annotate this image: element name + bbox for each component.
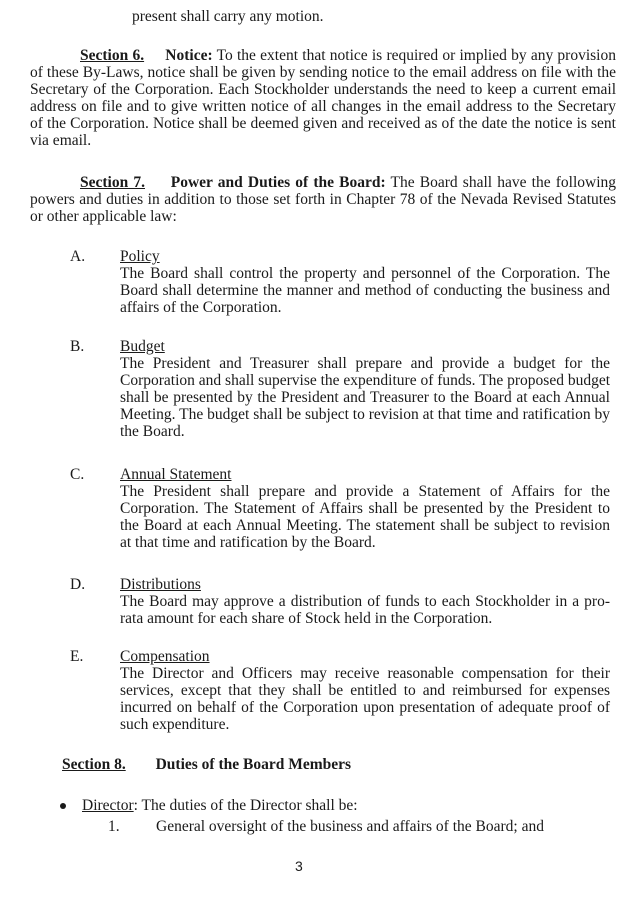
item-budget bbox=[70, 338, 610, 440]
item-letter: E. bbox=[70, 648, 84, 665]
section-6 bbox=[30, 47, 616, 149]
item-text: The Board may approve a distribution of funds to each Stockholder in a pro-rata amount for each share of Stock held in the Corporation. bbox=[120, 593, 610, 627]
item-heading: Policy bbox=[120, 248, 160, 265]
duty-number: 1. bbox=[108, 818, 120, 835]
section-6-text: To the extent that notice is required or implied by any provision of these By-Laws, notice shall be given by sending notice to the email address on file with the Secretary of the Corporation. Each Stockholder understands the need to keep a current email address on file and to give written notice of all changes in the email address to the Secretary of the Corporation. Notice shall be deemed given and received as of the date the notice is sent via email. bbox=[30, 47, 616, 149]
item-letter: D. bbox=[70, 576, 86, 593]
item-policy bbox=[70, 248, 610, 316]
item-heading: Annual Statement bbox=[120, 466, 232, 483]
item-letter: A. bbox=[70, 248, 86, 265]
item-text: The President and Treasurer shall prepare and provide a budget for the Corporation and shall supervise the expenditure of funds. The proposed budget shall be presented by the President and Treasurer to the Board at each Annual Meeting. The budget shall be subject to revision at that time and ratification by the Board. bbox=[120, 355, 611, 440]
page-number: 3 bbox=[295, 858, 303, 874]
item-letter: C. bbox=[70, 466, 85, 483]
item-annual-statement bbox=[70, 466, 610, 551]
section-7-text: The Board shall have the following powers and duties in addition to those set forth in Chapter 78 of the Nevada Revised Statutes or other applicable law: bbox=[30, 174, 616, 225]
item-text: The Director and Officers may receive reasonable compensation for their services, except that they shall be entitled to and reimbursed for expenses incurred on behalf of the Corporation upon presentation of adequate proof of such expenditure. bbox=[120, 665, 610, 733]
item-heading: Distributions bbox=[120, 576, 201, 593]
director-label: Director bbox=[82, 797, 134, 814]
director-bullet bbox=[60, 797, 358, 814]
item-heading: Budget bbox=[120, 338, 165, 355]
bullet-icon bbox=[60, 803, 66, 809]
duty-text: General oversight of the business and affairs of the Board; and bbox=[156, 818, 544, 835]
section-7-number: Section 7. bbox=[80, 174, 145, 191]
section-6-title: Notice: bbox=[165, 47, 213, 64]
item-heading: Compensation bbox=[120, 648, 210, 665]
item-text: The Board shall control the property and personnel of the Corporation. The Board shall determine the manner and method of conducting the business and affairs of the Corporation. bbox=[120, 265, 610, 316]
item-text: The President shall prepare and provide a Statement of Affairs for the Corporation. The Statement of Affairs shall be presented by the President to the Board at each Annual Meeting. The statement shall be subject to revision at that time and ratification by the Board. bbox=[120, 483, 610, 551]
item-compensation bbox=[70, 648, 610, 733]
section-8-title: Duties of the Board Members bbox=[155, 756, 352, 773]
continuation-line: present shall carry any motion. bbox=[132, 8, 324, 25]
section-6-number: Section 6. bbox=[80, 47, 145, 64]
director-duty-1 bbox=[108, 818, 544, 835]
director-text: : The duties of the Director shall be: bbox=[133, 797, 358, 814]
section-7 bbox=[30, 174, 616, 225]
item-letter: B. bbox=[70, 338, 85, 355]
item-distributions bbox=[70, 576, 610, 627]
section-7-title: Power and Duties of the Board: bbox=[170, 174, 386, 191]
section-8-heading bbox=[62, 756, 351, 773]
section-8-number: Section 8. bbox=[62, 756, 126, 773]
